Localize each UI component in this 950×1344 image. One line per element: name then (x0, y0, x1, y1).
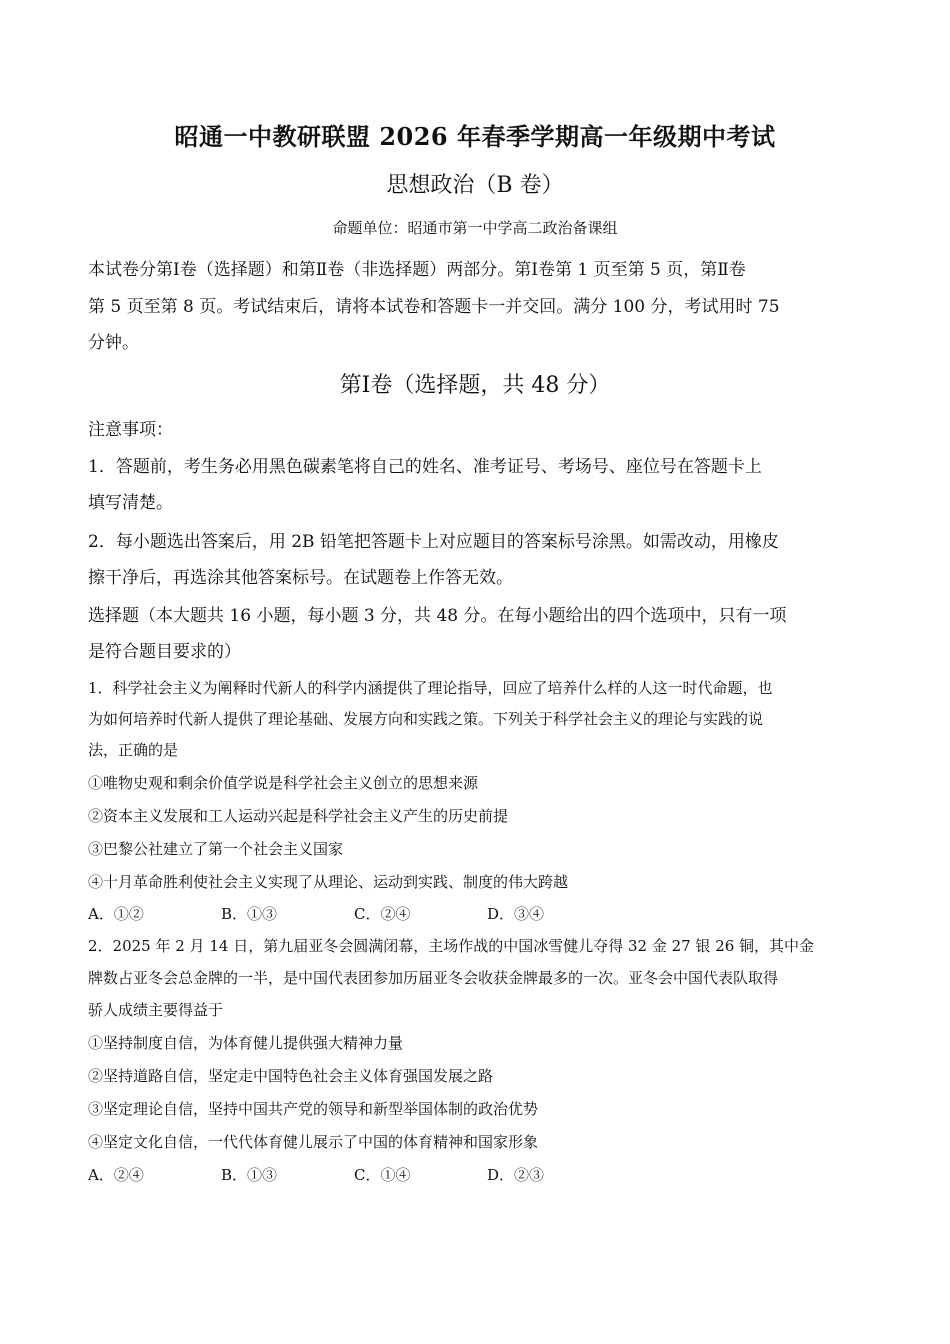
note-1-line-1: 1．答题前，考生务必用黑色碳素笔将自己的姓名、准考证号、考场号、座位号在答题卡上 (88, 457, 762, 477)
q1-stem-line-1: 1．科学社会主义为阐释时代新人的科学内涵提供了理论指导，回应了培养什么样的人这一时代命题，也 (88, 679, 773, 697)
q1-stem-line-3: 法，正确的是 (88, 741, 179, 759)
q2-options (88, 1164, 620, 1185)
q1-option-d: D．③④ (487, 905, 545, 923)
choice-intro-line-2: 是符合题目要求的） (88, 642, 241, 662)
notes-heading: 注意事项： (88, 420, 173, 440)
q2-item-1: ①坚持制度自信，为体育健儿提供强大精神力量 (88, 1034, 404, 1052)
note-2-line-1: 2．每小题选出答案后，用 2B 铅笔把答题卡上对应题目的答案标号涂黑。如需改动，用橡皮 (88, 532, 779, 552)
q2-item-3: ③坚定理论自信，坚持中国共产党的领导和新型举国体制的政治优势 (88, 1100, 539, 1118)
q1-option-b: B．①③ (221, 905, 278, 923)
q1-options (88, 903, 620, 924)
q2-option-a: A．②④ (88, 1166, 144, 1184)
author-unit: 命题单位：昭通市第一中学高二政治备课组 (332, 219, 618, 237)
exam-subtitle: 思想政治（B 卷） (386, 173, 564, 198)
q1-item-3: ③巴黎公社建立了第一个社会主义国家 (88, 840, 344, 858)
intro-line-2: 第 5 页至第 8 页。考试结束后，请将本试卷和答题卡一并交回。满分 100 分，考试用时 75 (88, 297, 780, 317)
exam-title: 昭通一中教研联盟 2026 年春季学期高一年级期中考试 (174, 122, 776, 151)
q1-item-4: ④十月革命胜利使社会主义实现了从理论、运动到实践、制度的伟大跨越 (88, 873, 569, 891)
q1-stem-line-2: 为如何培养时代新人提供了理论基础、发展方向和实践之策。下列关于科学社会主义的理论与实践的说 (88, 710, 764, 728)
q2-item-4: ④坚定文化自信，一代代体育健儿展示了中国的体育精神和国家形象 (88, 1133, 539, 1151)
q2-stem-line-3: 骄人成绩主要得益于 (88, 1001, 224, 1019)
q2-stem-line-1: 2．2025 年 2 月 14 日，第九届亚冬会圆满闭幕，主场作战的中国冰雪健儿夺得 32 金 27 银 26 铜，其中金 (88, 937, 815, 955)
note-2-line-2: 擦干净后，再选涂其他答案标号。在试题卷上作答无效。 (88, 568, 513, 588)
q1-item-2: ②资本主义发展和工人运动兴起是科学社会主义产生的历史前提 (88, 807, 509, 825)
q2-option-d: D．②③ (487, 1166, 545, 1184)
q2-stem-line-2: 牌数占亚冬会总金牌的一半，是中国代表团参加历届亚冬会收获金牌最多的一次。亚冬会中国代表队取得 (88, 969, 779, 987)
q2-option-b: B．①③ (221, 1166, 278, 1184)
q1-option-a: A．①② (88, 905, 144, 923)
q1-option-c: C．②④ (354, 905, 411, 923)
q1-item-1: ①唯物史观和剩余价值学说是科学社会主义创立的思想来源 (88, 774, 479, 792)
intro-line-1: 本试卷分第Ⅰ卷（选择题）和第Ⅱ卷（非选择题）两部分。第Ⅰ卷第 1 页至第 5 页，第Ⅱ卷 (88, 260, 746, 280)
q2-option-c: C．①④ (354, 1166, 411, 1184)
intro-line-3: 分钟。 (88, 333, 139, 353)
choice-intro-line-1: 选择题（本大题共 16 小题，每小题 3 分，共 48 分。在每小题给出的四个选项中，只有一项 (88, 606, 787, 626)
note-1-line-2: 填写清楚。 (88, 493, 173, 513)
section-heading: 第Ⅰ卷（选择题，共 48 分） (339, 373, 611, 398)
q2-item-2: ②坚持道路自信，坚定走中国特色社会主义体育强国发展之路 (88, 1067, 494, 1085)
